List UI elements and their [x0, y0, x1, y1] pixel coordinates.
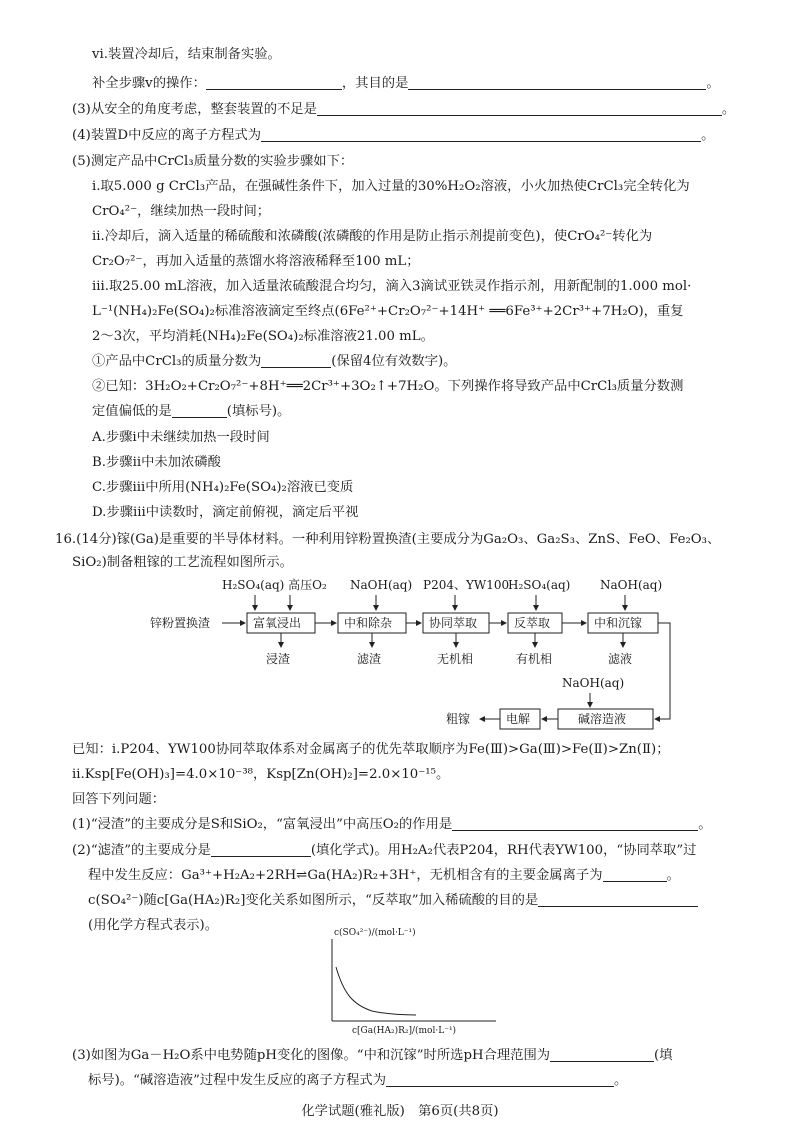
- box-3: 协同萃取: [429, 616, 478, 630]
- answer-blank[interactable]: [172, 403, 227, 418]
- option-d: D.步骤ⅲ中读数时，滴定前俯视，滴定后平视: [92, 505, 359, 520]
- box-2: 中和除杂: [344, 616, 393, 630]
- output-4: 有机相: [516, 652, 553, 666]
- product-label: 粗镓: [446, 712, 471, 726]
- question-4: (4)装置D中反应的离子方程式为 。: [72, 128, 715, 143]
- output-1: 浸渣: [266, 652, 291, 666]
- answer-blank[interactable]: [452, 816, 698, 831]
- q16-2-cont2: c(SO₄²⁻)随c[Ga(HA₂)R₂]变化关系如图所示，“反萃取”加入稀硫酸的目的是: [88, 892, 698, 910]
- graph-xlabel: c[Ga(HA₂)R₂]/(mol·L⁻¹): [352, 1026, 457, 1035]
- option-c: C.步骤ⅲ中所用(NH₄)₂Fe(SO₄)₂溶液已变质: [92, 480, 354, 495]
- reagent-3: P204、YW100: [423, 578, 510, 592]
- answer-blank[interactable]: [408, 75, 706, 90]
- q16-3: (3)如图为Ga－H₂O系中电势随pH变化的图像。“中和沉镓”时所选pH合理范围为 (填: [72, 1048, 673, 1063]
- q5-2-cont: 定值偏低的是 (填标号)。: [92, 404, 291, 419]
- graph-ylabel: c(SO₄²⁻)/(mol·L⁻¹): [334, 928, 416, 938]
- box-4: 反萃取: [514, 616, 551, 630]
- question-16-cont: SiO₂)制备粗镓的工艺流程如图所示。: [72, 555, 293, 570]
- graph-curve: [336, 967, 416, 1015]
- box-6: 碱溶造液: [578, 712, 627, 726]
- answer-blank[interactable]: [538, 892, 698, 907]
- line-step6: ⅵ.装置冷却后，结束制备实验。: [92, 47, 281, 62]
- line-step5-fill: 补全步骤ⅴ的操作： ，其目的是 。: [92, 76, 720, 91]
- box-1: 富氧浸出: [253, 616, 302, 630]
- answer-prompt: 回答下列问题：: [72, 792, 166, 807]
- q16-3-cont: 标号)。“碱溶造液”过程中发生反应的离子方程式为 。: [88, 1073, 628, 1088]
- q16-1: (1)“浸渣”的主要成分是S和SiO₂，“富氧浸出”中高压O₂的作用是 。: [72, 817, 712, 832]
- q5-2: ②已知：3H₂O₂+Cr₂O₇²⁻+8H⁺══2Cr³⁺+3O₂↑+7H₂O。下列操作将导致产品中CrCl₃质量分数测: [92, 379, 684, 394]
- reagent-1: H₂SO₄(aq) 高压O₂: [222, 578, 327, 592]
- step-i: ⅰ.取5.000 g CrCl₃产品，在强碱性条件下，加入过量的30%H₂O₂溶液，小火加热使CrCl₃完全转化为: [92, 179, 690, 194]
- answer-blank[interactable]: [550, 1047, 654, 1062]
- reagent-2: NaOH(aq): [350, 578, 413, 592]
- q16-2: (2)“滤渣”的主要成分是 (填化学式)。用H₂A₂代表P204，RH代表YW100，“协同萃取”过: [72, 843, 697, 858]
- flow-start-label: 锌粉置换渣: [150, 616, 211, 630]
- step-iii: ⅲ.取25.00 mL溶液，加入适量浓硫酸混合均匀，滴入3滴试亚铁灵作指示剂，用新配制的1.000 mol·: [92, 279, 692, 294]
- step-ii: ⅱ.冷却后，滴入适量的稀硫酸和浓磷酸(浓磷酸的作用是防止指示剂提前变色)，使CrO₄²⁻转化为: [92, 229, 653, 244]
- question-16: 16.(14分)镓(Ga)是重要的半导体材料。一种利用锌粉置换渣(主要成分为Ga₂O₃、Ga₂S₃、ZnS、FeO、Fe₂O₃、: [55, 532, 721, 547]
- box-5: 中和沉镓: [594, 616, 643, 630]
- output-5: 滤液: [608, 652, 633, 666]
- question-5: (5)测定产品中CrCl₃质量分数的实验步骤如下：: [72, 154, 354, 169]
- step-iii-cont: L⁻¹(NH₄)₂Fe(SO₄)₂标准溶液滴定至终点(6Fe²⁺+Cr₂O₇²⁻+14H⁺ ══6Fe³⁺+2Cr³⁺+7H₂O)，重复: [92, 304, 684, 319]
- page-footer: 化学试题(雅礼版) 第6页(共8页): [301, 1104, 499, 1119]
- q16-2-cont3: (用化学方程式表示)。: [88, 918, 219, 933]
- step-i-cont: CrO₄²⁻，继续加热一段时间；: [92, 204, 271, 219]
- output-2: 滤渣: [357, 652, 382, 666]
- concentration-graph: [320, 925, 500, 1035]
- process-flow-diagram: [150, 575, 710, 735]
- q16-2-cont: 程中发生反应：Ga³⁺+H₂A₂+2RH⇌Ga(HA₂)R₂+3H⁺，无机相含有的主要金属离子为 。: [88, 868, 680, 883]
- step-iii-cont2: 2～3次，平均消耗(NH₄)₂Fe(SO₄)₂标准溶液21.00 mL。: [92, 329, 434, 344]
- answer-blank[interactable]: [206, 75, 342, 90]
- known-2: ⅱ.Ksp[Fe(OH)₃]=4.0×10⁻³⁸，Ksp[Zn(OH)₂]=2.0×10⁻¹⁵。: [72, 767, 450, 782]
- reagent-5: NaOH(aq): [600, 578, 663, 592]
- answer-blank[interactable]: [261, 353, 331, 368]
- box6-reagent: NaOH(aq): [562, 676, 625, 690]
- output-3: 无机相: [437, 652, 474, 666]
- box-7: 电解: [506, 712, 531, 726]
- option-a: A.步骤ⅰ中未继续加热一段时间: [92, 430, 270, 445]
- known-1: 已知：ⅰ.P204、YW100协同萃取体系对金属离子的优先萃取顺序为Fe(Ⅲ)>Ga(Ⅲ)>Fe(Ⅱ)>Zn(Ⅱ)；: [72, 742, 670, 757]
- answer-blank[interactable]: [603, 867, 667, 882]
- question-3: (3)从安全的角度考虑，整套装置的不足是 。: [72, 102, 736, 117]
- answer-blank[interactable]: [211, 842, 311, 857]
- option-b: B.步骤ⅱ中未加浓磷酸: [92, 455, 221, 470]
- answer-blank[interactable]: [317, 101, 722, 116]
- answer-blank[interactable]: [386, 1072, 614, 1087]
- step-ii-cont: Cr₂O₇²⁻，再加入适量的蒸馏水将溶液稀释至100 mL；: [92, 254, 420, 269]
- q5-1: ①产品中CrCl₃的质量分数为 (保留4位有效数字)。: [92, 354, 457, 369]
- answer-blank[interactable]: [261, 127, 701, 142]
- reagent-4: H₂SO₄(aq): [508, 578, 571, 592]
